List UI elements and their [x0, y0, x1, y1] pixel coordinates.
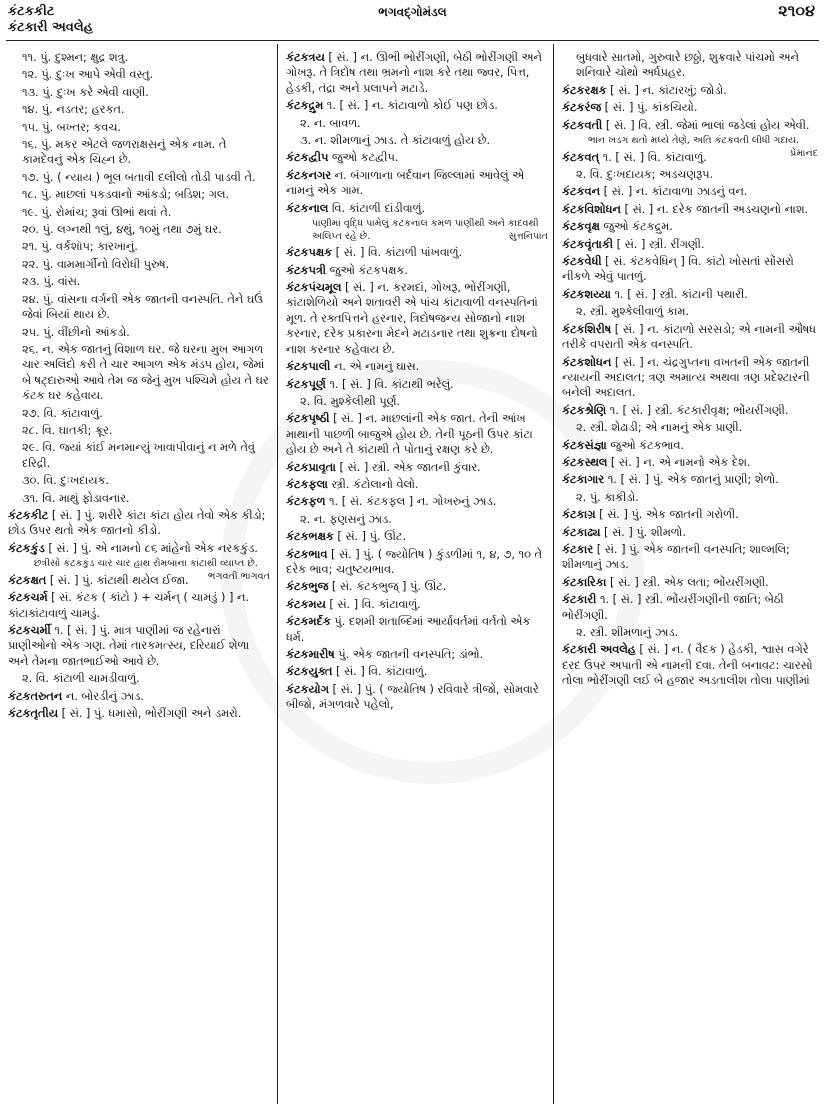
- sense-line: ૨. સ્ત્રી. મુશ્કેલીવાળું કામ.: [576, 305, 690, 319]
- definition: [ સં. ] પું. એ નામનો ૮૬ માંહેનો એક નરકકુંડ.: [48, 541, 258, 555]
- column-1: [8, 50, 270, 1100]
- headword: કંટકયોગ: [286, 682, 329, 696]
- sense-line: ૩૧. વિ. માથું ફોડાવનાર.: [22, 491, 130, 505]
- headword: કંટકાગ્ર: [562, 508, 596, 522]
- headword: કંટકશ્રેણિ: [562, 403, 607, 417]
- definition: [ સં. ] વિ. કાંટાળી પાંખવાળું.: [335, 246, 463, 260]
- guide-word-first: કંટકકીટ: [8, 4, 55, 19]
- dictionary-entry: [562, 147, 818, 165]
- sense-line: ૨૫. પું. વીંછીનો આંકડો.: [22, 325, 130, 339]
- headword: કંટકાઢ્ય: [562, 525, 601, 539]
- headword: કંટકસ્થલ: [562, 455, 608, 469]
- headword: કંટકાગાર: [562, 473, 605, 487]
- definition: [ સં. ] વિ. કાંટાવાળું.: [335, 665, 428, 679]
- definition: ન. બંગાળાના બર્દવાન જિલ્લામાં આવેલું એ નામનું એક ગામ.: [286, 168, 525, 198]
- definition: પું. દશમી શતાબ્દિમાં આર્યાવર્તમાં વર્તતો એક ધર્મ.: [286, 615, 531, 644]
- dictionary-entry: [562, 525, 818, 540]
- headword: કંટકાર: [562, 542, 594, 556]
- headword: કંટકફલા: [286, 477, 328, 491]
- definition: [ સં. ] પું. શીમળો.: [603, 525, 686, 539]
- headword: કંટકારી અવલેહ: [562, 643, 636, 657]
- dictionary-entry: [286, 98, 548, 113]
- dictionary-entry: [286, 359, 548, 374]
- definition: [ સં. ] સ્ત્રી. રીંગણી.: [616, 237, 705, 251]
- headword: કંટકચર્મ: [8, 591, 48, 605]
- dictionary-entry: [286, 547, 548, 578]
- sense-line: ૨. ન. ફણસનું ઝાડ.: [300, 512, 392, 526]
- sense-line: ૧૯. પું. રોમાંચ; રૂવાં ઊભાં થવાં તે.: [22, 205, 172, 219]
- dictionary-entry: [286, 168, 548, 199]
- headword: કંટકભક્ષક: [286, 530, 334, 544]
- definition: [ સં. ] ન. ચંદ્રગુપ્તના વખતની એક જાતની ન્યાયની અદાલત; ત્રણ અમાત્ય અથવા ત્રણ પ્રદેશ્ટારની બનેલી અદાલત.: [562, 355, 810, 400]
- dictionary-entry: [562, 355, 818, 401]
- sense-line: ૧૬. પું. મકર એટલે જળરાક્ષસનું એક નામ. તે કામદેવનું એક ચિહ્ન છે.: [22, 138, 227, 167]
- sense-line: ૨૪. પું. વાંસના વર્ગની એક જાતની વનસ્પતિ. તેને ઘઉં જેવાં બિયાં થાય છે.: [22, 292, 263, 322]
- definition: [ સં. ] પું. એક જાતની વનસ્પતિ; શાલ્મલિ; શીમળાનું ઝાડ.: [562, 542, 790, 572]
- dictionary-entry: [286, 664, 548, 679]
- headword: કંટકચર્મી: [8, 624, 51, 637]
- sense-line: ૨. વિ. દુઃખદાયક; અડચણરૂપ.: [576, 168, 714, 182]
- dictionary-entry: [286, 201, 548, 216]
- definition: ૧. [ સં. ] સ્ત્રી. કાંટાની પથારી.: [614, 287, 748, 301]
- headword: કંટકફળ: [286, 495, 326, 509]
- dictionary-entry: [286, 682, 548, 713]
- definition: ન. બોરડીનું ઝાડ.: [65, 689, 144, 703]
- dictionary-entry: [286, 245, 548, 260]
- headword: કંટકરંજ: [562, 101, 602, 115]
- headword: કંટકારિકા: [562, 575, 607, 589]
- dictionary-entry: [286, 579, 548, 594]
- definition: [ સં. ] ન. એ નામનો એક દેશ.: [610, 455, 751, 469]
- headword: કંટકપૃષ્ઠી: [286, 412, 330, 426]
- headword: કંટકવૃંતાકી: [562, 237, 614, 251]
- dictionary-entry: [562, 219, 818, 234]
- sense-line: ૨. વિ. મુશ્કેલીથી પૂર્ણ.: [300, 394, 401, 408]
- guide-word-last: કંટકારી અવલેહ: [8, 20, 93, 35]
- sense-line: ૧૮. પું. માછલાં પકડવાનો આંકડો; બડિશ; ગલ.: [22, 188, 230, 202]
- headword: કંટકકુંડ: [8, 541, 45, 555]
- definition: વિ. કાંટાળી દાંડીવાળું.: [331, 201, 426, 215]
- dictionary-entry: [286, 494, 548, 509]
- sense-line: ૨૧. પું. વર્કશૉપ; કારખાનું.: [22, 240, 138, 254]
- definition: [ સં. કંટકભુજ્ ] પું. ઊંટ.: [331, 580, 447, 594]
- definition: [ સં. ] પું. ઊંટ.: [337, 530, 407, 544]
- citation-source: સુત્તનિપાત: [508, 230, 548, 242]
- header-divider: [6, 40, 819, 41]
- definition: [ સં. ] ન. કરમદાં, ગોખરૂ, ભોરીંગણી, કાંટાશેળિયો અને શતાવરી એ પાંચ કાંટાવાળી વનસ્પતિનાં મૂળ. તે રક્તપિત્તને હરનાર, ત્રિદોષજન્ય સોજાનો નાશ કરનાર, દરેક પ્રકારના મેદને મટાડનાર તથા શુક્રના દોષનો નાશ કરનાર કહેવાય છે.: [286, 281, 538, 356]
- sense-line: ૨૩. પું. વાંસ.: [22, 275, 81, 289]
- dictionary-entry: [286, 150, 548, 165]
- definition: [ સં. ] વિ. સ્ત્રી. જેમાં ભાલાં જડેલાં હોય એવી.: [605, 118, 810, 132]
- sense-line: ૩૦. વિ. દુઃખદાયક.: [22, 474, 110, 488]
- definition: પું. એક જાતની વનસ્પતિ; ડાંભો.: [338, 648, 484, 661]
- citation-text: પાણીમાં વૃદ્ધિ પામેલું કંટકનાલ કમળ પાણીથી અને કાદવથી અલિપ્ત રહે છે.: [312, 218, 539, 242]
- column-3: [562, 50, 818, 1100]
- headword: કંટકવત્: [562, 150, 600, 164]
- definition: [ સં. ] પું. ( જ્યોતિષ ) રવિવારે ત્રીજો, સોમવારે બીજો, મંગળવારે પહેલો,: [286, 682, 539, 712]
- definition: [ સં. ] સ્ત્રી. એક લતા; ભોંયરીંગણી.: [610, 575, 769, 589]
- headword: કંટકભાવ: [286, 547, 328, 561]
- dictionary-entry: [8, 541, 270, 556]
- definition: [ સં. કંટક ( કાંટો ) + ચર્મન્ ( ચામડું ) ] ન. કાંટાકાંટાવાળું ચામડું.: [8, 591, 249, 620]
- headword: કંટકદ્રુમ: [286, 99, 324, 113]
- sense-line: ૧૨. પું. દુઃખ આપે એવી વસ્તુ.: [22, 68, 154, 82]
- dictionary-entry: [286, 263, 548, 278]
- headword: કંટકવતી: [562, 118, 603, 132]
- dictionary-entry: [286, 460, 548, 475]
- book-title: ભગવદ્ગોમંડલ: [378, 5, 447, 19]
- headword: કંટકમર્દક: [286, 615, 331, 629]
- sense-line: ૧૭. પું. ( ન્યાય ) ભૂલ બતાવી દલીલો તોડી પાડવી તે.: [22, 170, 256, 184]
- headword: કંટકતરુતન: [8, 689, 63, 703]
- headword: કંટકારી: [562, 593, 597, 607]
- citation-source: ભગવતી ભાગવત: [207, 570, 270, 582]
- column-divider: [553, 44, 554, 1104]
- sense-line: ૧૪. પું. નડતર; હરકત.: [22, 103, 125, 117]
- sense-line: ૨૬. ન. એક જાતનું વિશાળ ઘર. જે ઘરના મુખ આગળ ચાર અલિંદો કરી તે ચાર આગળ એક મંડપ હોય, જેમાં બે ષટ્દારુઓ આવે તેમ જ જેનું મુખ પશ્ચિમે હોય તે ઘર કંટક ઘર કહેવાય.: [22, 342, 269, 403]
- sense-line: ૩. ન. શીમળાનું ઝાડ. તે કાંટાવાળું હોય છે.: [300, 134, 491, 148]
- definition: જુઓ કટદ્વીપ.: [331, 151, 399, 165]
- headword: કંટકદ્વીપ: [286, 151, 329, 165]
- dictionary-entry: [8, 623, 270, 669]
- citation-text: છત્રીસો કંટકકુંડ ચાર ચાર હાથ રોમબાના કાંટાથી વ્યાપ્ત છે.: [34, 558, 258, 570]
- sense-line: ૨૭. વિ. કાંટાવાળું.: [22, 406, 103, 420]
- definition: [ સં. ] ન. ( વૈદક ) હેડકી, શ્વાસ વગેરે દરદ ઉપર અપાતી એ નામની દવા. તેની બનાવટ: ચારસો તોલા ભોરીંગણી લઈ બે હજાર અડતાલીશ તોલા પાણીમાં: [562, 643, 813, 688]
- definition: જુઓ કંટકભાવ.: [610, 438, 684, 452]
- definition: [ સં. ] પું. કાંકચિયો.: [604, 101, 698, 115]
- headword: કંટકવેધી: [562, 255, 602, 269]
- headword: કંટકશોધન: [562, 355, 612, 369]
- headword: કંટકમય: [286, 597, 326, 611]
- sense-line: ૨૯. વિ. જ્યાં કાંઈ મનમાન્યું ખાવાપીવાનું ન મળે તેવું દરિદ્રી.: [22, 441, 255, 470]
- column-divider: [277, 44, 278, 1104]
- headword: કંટકમારીષ: [286, 648, 335, 661]
- definition: [ સં. ] ન. કાંટાળો સરસડો; એ નામની ઔષધ તરીકે વપરાતી એક વનસ્પતિ.: [562, 322, 816, 352]
- definition: જુઓ કંટકદ્રુમ.: [603, 220, 673, 234]
- definition: જુઓ કંટકપક્ષક.: [329, 263, 408, 277]
- definition: [ સં. ] પું. શરીરે કાંટા કાંટા હોય તેવો એક કીડો; છોડ ઉપર થતો એક જાતનો કીડો.: [8, 508, 266, 538]
- headword: કંટકપૂર્ણ: [286, 377, 326, 391]
- dictionary-entry: [286, 50, 548, 96]
- dictionary-entry: [562, 287, 818, 302]
- sense-line: ૧૫. પું. બખ્તર; કવચ.: [22, 120, 121, 134]
- headword: કંટકશિરીષ: [562, 322, 612, 336]
- dictionary-entry: [562, 100, 818, 115]
- dictionary-entry: [286, 280, 548, 357]
- definition: ૧. [ સં. ] સ્ત્રી. ભોંયરીંગણીની જાતિ; બેઠી ભોરીંગણી.: [562, 593, 784, 622]
- headword: કંટકવિશોધન: [562, 202, 621, 216]
- sense-line: ૨. પું. કાકીડો.: [576, 490, 639, 504]
- headword: કંટકનાલ: [286, 201, 329, 215]
- headword: કંટકતૃતીય: [8, 707, 58, 721]
- definition: [ સં. ] વિ. કાંટાવાળું.: [329, 597, 421, 611]
- sense-line: બુધવારે સાતમો, ગુરુવારે છઠ્ઠો, શુક્રવારે પાંચમો અને શનિવારે ચોથો અર્ધપ્રહર.: [576, 51, 799, 80]
- dictionary-entry: [562, 202, 818, 217]
- definition: [ સં. કંટકવેધિન્ ] વિ. કાંટો ખોસતાં સોંસરો નીકળે એવું પાતળું.: [562, 255, 794, 284]
- definition: [ સં. ] પું. ( જ્યોતિષ ) કુંડળીમાં ૧, ૪, ૭, ૧૦ તે દરેક ભાવ; ચતુષ્ટયભાવ.: [286, 547, 542, 576]
- definition: [ સં. ] ન. કાંટાવાળા ઝાડનું વન.: [603, 185, 748, 199]
- dictionary-entry: [8, 689, 270, 704]
- definition: ૧. [ સં. ] સ્ત્રી. કંટકારીવૃક્ષ; ભોંયરીંગણી.: [609, 403, 789, 417]
- dictionary-entry: [286, 477, 548, 492]
- dictionary-entry: [562, 642, 818, 688]
- dictionary-entry: [562, 322, 818, 353]
- sense-line: ૨. વિ. કાંટાળી ચામડીવાળું.: [22, 672, 140, 686]
- definition: [ સં. ] ન. દરેક જાતની અડચણનો નાશ.: [624, 202, 809, 216]
- dictionary-entry: [562, 438, 818, 453]
- definition: ૧. [ સં. ] વિ. કાંટાથી ભરેલું.: [329, 377, 454, 391]
- definition: [ સં. ] પું. એક જાતની ગરોળી.: [599, 508, 739, 522]
- headword: કંટકશય્યા: [562, 287, 611, 301]
- dictionary-entry: [562, 403, 818, 418]
- sense-line: ૨૨. પું. વામમાર્ગીનો વિરોધી પુરુષ.: [22, 257, 170, 271]
- citation: [286, 218, 548, 243]
- definition: ૧. [ સં. ] પું. એક જાતનું પ્રાણી; શેળો.: [607, 473, 779, 487]
- headword: કંટકપંચમૂલ: [286, 281, 342, 295]
- headword: કંટકભુજ: [286, 580, 329, 594]
- dictionary-entry: [562, 542, 818, 573]
- dictionary-entry: [286, 647, 548, 662]
- dictionary-entry: [562, 455, 818, 470]
- sense-line: ૨૮. વિ. ઘાતકી; ક્રૂર.: [22, 423, 113, 437]
- dictionary-entry: [8, 508, 270, 539]
- dictionary-entry: [286, 529, 548, 544]
- sense-line: ૧૧. પું. દુશ્મન; ક્ષુદ્ર શત્રુ.: [22, 51, 129, 64]
- sense-line: ૨. ન. બાવળ.: [300, 116, 361, 130]
- dictionary-entry: [286, 614, 548, 645]
- dictionary-entry: [562, 118, 818, 133]
- headword: કંટકયુક્ત: [286, 665, 333, 679]
- dictionary-entry: [562, 237, 818, 252]
- headword: કંટકનગર: [286, 168, 332, 182]
- dictionary-entry: [286, 377, 548, 392]
- definition: [ સં. ] ન. માછલાંની એક જાત. તેની આંખ માથાની પાછળી બાજુએ હોય છે. તેની પૂઠની ઉપર કાંટા હોય છે અને તે કાંટાથી તે પોતાનું રક્ષણ કરે છે.: [286, 412, 533, 457]
- citation-source: પ્રેમાનંદ: [790, 147, 818, 159]
- sense-line: ૨. સ્ત્રી. શીમળાનું ઝાડ.: [576, 626, 679, 639]
- dictionary-entry: [562, 592, 818, 623]
- citation-text: ભાન ખડગ થતો મધ્યે તેણે, અતિ કંટકવતી લીધી ગદાય.: [588, 135, 800, 147]
- column-2: [286, 50, 548, 1100]
- sense-line: ૧૩. પું. દુઃખ કરે એવી વાણી.: [22, 85, 149, 99]
- headword: કંટકક્ષત: [8, 573, 47, 587]
- headword: કંટકવૃક્ષ: [562, 220, 600, 234]
- definition: [ સં. ] ન. ઊભી ભોરીંગણી, બેઠી ભોરીંગણી અને ગોખરૂ. તે ત્રિદોષ તથા ભ્રમનો નાશ કરે તથા જ્વર, પિત્ત, હેડકી, તંદ્રા અને પ્રલાપને મટાડે.: [286, 51, 542, 95]
- dictionary-entry: [562, 83, 818, 98]
- dictionary-entry: [562, 507, 818, 522]
- dictionary-entry: [562, 184, 818, 199]
- definition: સ્ત્રી. કંટોલાનો વેલો.: [331, 477, 419, 491]
- headword: કંટકપત્રી: [286, 263, 327, 277]
- definition: [ સં. ] સ્ત્રી. એક જાતની કુંવાર.: [339, 460, 481, 474]
- page-number: ૨૧૦૪: [778, 1, 815, 20]
- definition: ૧. [ સં. ] પું. માત્ર પાણીમાં જ રહેનારાં પ્રાણીઓનો એક ગણ. તેમાં તારકમત્સ્ય, દરિયાઈ શેળા અને તેમના જાતભાઈઓ આવે છે.: [8, 624, 250, 668]
- headword: કંટકવન: [562, 185, 600, 199]
- dictionary-entry: [286, 411, 548, 457]
- definition: [ સં. ] પું. કાંટાથી થયેલ ઈજા.: [49, 573, 189, 587]
- definition: ૧. [ સં. ] વિ. કાંટાવાળું.: [602, 150, 707, 164]
- dictionary-entry: [562, 575, 818, 590]
- sense-line: ૨. સ્ત્રી. શેઢાડી; એ નામનું એક પ્રાણી.: [576, 421, 743, 435]
- definition: [ સં. ] ન. કાંટારખું; જોડો.: [610, 83, 727, 97]
- dictionary-entry: [286, 597, 548, 612]
- sense-line: ૨૦. પું. લગ્નથી ૧લું, ૪થું, ૧૦મું તથા ૭મું ઘર.: [22, 223, 222, 237]
- headword: કંટકપાલી: [286, 360, 331, 374]
- headword: કંટકપક્ષક: [286, 246, 333, 260]
- definition: ૧. [ સં. ] ન. કાંટાવાળો કોઈ પણ છોડ.: [326, 99, 498, 113]
- dictionary-entry: [562, 254, 818, 285]
- dictionary-entry: [8, 590, 270, 621]
- definition: ૧. [ સં. કંટકફલ ] ન. ગોખરુનું ઝાડ.: [329, 495, 497, 509]
- headword: કંટકત્રય: [286, 51, 325, 64]
- headword: કંટકરક્ષક: [562, 83, 607, 97]
- headword: કંટકકીટ: [8, 508, 49, 522]
- definition: ન. એ નામનું ઘાસ.: [334, 360, 420, 374]
- headword: કંટકપ્રાવૃતા: [286, 460, 336, 474]
- dictionary-entry: [8, 706, 270, 721]
- definition: [ સં. ] પું. ધમાસો, ભોરીંગણી અને ડમરો.: [61, 707, 242, 721]
- headword: કંટકસંજ્ઞા: [562, 438, 607, 452]
- dictionary-entry: [562, 472, 818, 487]
